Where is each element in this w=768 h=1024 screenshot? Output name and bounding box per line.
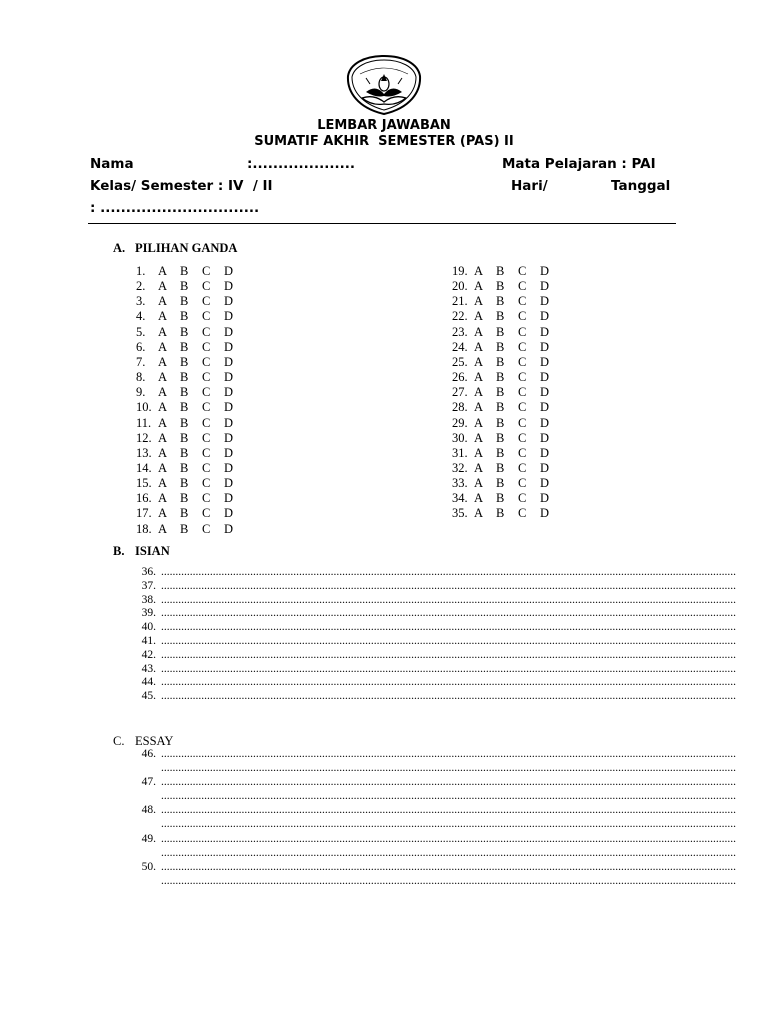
answer-option-a[interactable]: A	[158, 476, 168, 491]
answer-line[interactable]: ........................................................................................................................................................................................................	[161, 566, 736, 578]
answer-option-c[interactable]: C	[518, 264, 527, 278]
answer-option-c[interactable]: C	[202, 415, 211, 430]
question-number: 13.	[136, 445, 152, 460]
answer-option-a[interactable]: A	[474, 370, 484, 385]
answer-line[interactable]: ........................................................................................................................................................................................................	[161, 593, 736, 606]
answer-row	[136, 446, 246, 461]
question-number: 3.	[136, 294, 146, 309]
answer-option-b[interactable]: B	[180, 264, 189, 278]
answer-option-a[interactable]: A	[158, 309, 168, 324]
question-number: 6.	[136, 339, 146, 354]
answer-row	[452, 461, 562, 476]
answer-option-b[interactable]: B	[180, 491, 189, 506]
answer-line[interactable]: ........................................................................................................................................................................................................	[161, 748, 736, 760]
answer-option-c[interactable]: C	[518, 339, 527, 354]
answer-option-b[interactable]: B	[180, 476, 189, 491]
answer-option-d[interactable]: D	[224, 521, 234, 536]
answer-option-d[interactable]: D	[540, 279, 550, 294]
question-number: 10.	[136, 400, 152, 415]
answer-option-c[interactable]: C	[518, 460, 527, 475]
hari-label: Hari/	[511, 178, 548, 194]
essay-number: 46.	[141, 748, 156, 760]
question-number: 19.	[452, 264, 468, 278]
answer-line[interactable]: ........................................................................................................................................................................................................	[161, 860, 736, 873]
answer-row	[452, 340, 562, 355]
answer-line[interactable]: ........................................................................................................................................................................................................	[161, 690, 736, 703]
answer-row	[136, 506, 246, 521]
question-number: 29.	[452, 415, 468, 430]
answer-option-b[interactable]: B	[496, 415, 505, 430]
answer-option-c[interactable]: C	[202, 339, 211, 354]
answer-option-d[interactable]: D	[224, 354, 234, 369]
answer-row	[452, 264, 562, 279]
answer-option-a[interactable]: A	[474, 506, 484, 521]
answer-option-d[interactable]: D	[540, 445, 550, 460]
question-number: 33.	[452, 476, 468, 491]
answer-option-c[interactable]: C	[202, 460, 211, 475]
answer-option-a[interactable]: A	[158, 415, 168, 430]
answer-option-b[interactable]: B	[496, 476, 505, 491]
answer-option-b[interactable]: B	[496, 370, 505, 385]
answer-option-d[interactable]: D	[224, 400, 234, 415]
answer-option-b[interactable]: B	[496, 294, 505, 309]
answer-option-a[interactable]: A	[474, 491, 484, 506]
answer-option-a[interactable]: A	[474, 279, 484, 294]
answer-option-c[interactable]: C	[518, 309, 527, 324]
question-number: 14.	[136, 460, 152, 475]
answer-option-b[interactable]: B	[496, 506, 505, 521]
answer-row	[136, 309, 246, 324]
isian-number: 40.	[141, 621, 156, 634]
answer-option-b[interactable]: B	[180, 430, 189, 445]
isian-number: 39.	[141, 607, 156, 620]
answer-line[interactable]: ........................................................................................................................................................................................................	[161, 662, 736, 675]
question-number: 34.	[452, 491, 468, 506]
question-number: 24.	[452, 339, 468, 354]
answer-line[interactable]: ........................................................................................................................................................................................................	[161, 846, 736, 859]
answer-option-a[interactable]: A	[158, 506, 168, 521]
answer-row	[136, 370, 246, 385]
answer-line[interactable]: ........................................................................................................................................................................................................	[161, 579, 736, 592]
answer-option-a[interactable]: A	[474, 476, 484, 491]
question-number: 22.	[452, 309, 468, 324]
answer-option-b[interactable]: B	[180, 354, 189, 369]
answer-row	[136, 522, 246, 537]
answer-row	[452, 431, 562, 446]
question-number: 28.	[452, 400, 468, 415]
answer-option-d[interactable]: D	[224, 460, 234, 475]
question-number: 20.	[452, 279, 468, 294]
answer-option-c[interactable]: C	[518, 294, 527, 309]
answer-option-c[interactable]: C	[518, 476, 527, 491]
document-subtitle: SUMATIF AKHIR SEMESTER (PAS) II	[254, 134, 514, 149]
answer-option-a[interactable]: A	[474, 339, 484, 354]
answer-option-a[interactable]: A	[158, 264, 168, 278]
answer-option-d[interactable]: D	[224, 506, 234, 521]
answer-option-b[interactable]: B	[496, 309, 505, 324]
answer-option-b[interactable]: B	[180, 506, 189, 521]
answer-row	[136, 491, 246, 506]
answer-option-c[interactable]: C	[202, 294, 211, 309]
answer-row	[136, 294, 246, 309]
answer-option-b[interactable]: B	[180, 385, 189, 400]
question-number: 17.	[136, 506, 152, 521]
question-number: 32.	[452, 460, 468, 475]
isian-number: 38.	[141, 593, 156, 606]
question-number: 35.	[452, 506, 468, 521]
answer-row	[136, 400, 246, 415]
question-number: 4.	[136, 309, 146, 324]
question-number: 27.	[452, 385, 468, 400]
answer-option-b[interactable]: B	[180, 294, 189, 309]
answer-option-c[interactable]: C	[202, 354, 211, 369]
isian-number: 43.	[141, 662, 156, 675]
question-number: 31.	[452, 445, 468, 460]
question-number: 23.	[452, 324, 468, 339]
answer-option-b[interactable]: B	[496, 264, 505, 278]
answer-option-c[interactable]: C	[518, 491, 527, 506]
isian-number: 36.	[141, 566, 156, 578]
section-b-title: ISIAN	[135, 544, 170, 558]
question-number: 1.	[136, 264, 146, 278]
answer-row	[452, 446, 562, 461]
answer-row	[452, 325, 562, 340]
answer-option-b[interactable]: B	[180, 279, 189, 294]
answer-option-a[interactable]: A	[158, 400, 168, 415]
kelas-semester-label: Kelas/ Semester : IV / II	[90, 178, 273, 194]
tut-wuri-logo	[346, 54, 422, 116]
answer-option-b[interactable]: B	[496, 279, 505, 294]
answer-option-c[interactable]: C	[518, 445, 527, 460]
answer-option-a[interactable]: A	[158, 385, 168, 400]
essay-number: 50.	[141, 860, 156, 873]
section-b-label: B.	[113, 544, 125, 558]
answer-option-c[interactable]: C	[202, 324, 211, 339]
answer-option-c[interactable]: C	[518, 415, 527, 430]
answer-option-d[interactable]: D	[224, 339, 234, 354]
answer-line[interactable]: ........................................................................................................................................................................................................	[161, 804, 736, 817]
answer-line[interactable]: ........................................................................................................................................................................................................	[161, 790, 736, 803]
answer-option-c[interactable]: C	[518, 430, 527, 445]
answer-option-d[interactable]: D	[540, 294, 550, 309]
answer-option-b[interactable]: B	[180, 400, 189, 415]
answer-option-c[interactable]: C	[202, 506, 211, 521]
question-number: 12.	[136, 430, 152, 445]
answer-option-b[interactable]: B	[496, 354, 505, 369]
answer-option-b[interactable]: B	[180, 339, 189, 354]
answer-option-c[interactable]: C	[202, 309, 211, 324]
question-number: 5.	[136, 324, 146, 339]
question-number: 9.	[136, 385, 146, 400]
answer-option-a[interactable]: A	[474, 400, 484, 415]
answer-option-d[interactable]: D	[540, 339, 550, 354]
answer-row	[136, 355, 246, 370]
answer-option-a[interactable]: A	[158, 370, 168, 385]
answer-row	[452, 476, 562, 491]
answer-option-a[interactable]: A	[474, 309, 484, 324]
isian-number: 41.	[141, 635, 156, 647]
document-title: LEMBAR JAWABAN	[317, 118, 451, 133]
answer-option-c[interactable]: C	[518, 370, 527, 385]
answer-option-d[interactable]: D	[224, 279, 234, 294]
answer-option-b[interactable]: B	[180, 521, 189, 536]
answer-line[interactable]: ........................................................................................................................................................................................................	[161, 874, 736, 887]
answer-row	[452, 400, 562, 415]
answer-option-d[interactable]: D	[540, 354, 550, 369]
answer-option-a[interactable]: A	[474, 415, 484, 430]
answer-option-a[interactable]: A	[474, 445, 484, 460]
answer-option-b[interactable]: B	[496, 400, 505, 415]
answer-option-a[interactable]: A	[158, 445, 168, 460]
answer-row	[452, 506, 562, 521]
isian-number: 42.	[141, 648, 156, 661]
answer-line[interactable]: ........................................................................................................................................................................................................	[161, 762, 736, 774]
answer-option-a[interactable]: A	[474, 264, 484, 278]
answer-row	[452, 385, 562, 400]
question-number: 2.	[136, 279, 146, 294]
answer-row	[452, 416, 562, 431]
nama-field[interactable]: :....................	[247, 156, 355, 172]
answer-row	[136, 340, 246, 355]
isian-number: 45.	[141, 690, 156, 703]
answer-option-d[interactable]: D	[224, 476, 234, 491]
answer-row	[136, 279, 246, 294]
answer-option-c[interactable]: C	[518, 385, 527, 400]
answer-option-d[interactable]: D	[540, 385, 550, 400]
question-number: 18.	[136, 521, 152, 536]
isian-number: 44.	[141, 676, 156, 689]
answer-row	[452, 370, 562, 385]
isian-number: 37.	[141, 579, 156, 592]
answer-option-c[interactable]: C	[202, 521, 211, 536]
answer-option-b[interactable]: B	[496, 430, 505, 445]
answer-option-d[interactable]: D	[224, 294, 234, 309]
section-a-label: A.	[113, 241, 126, 255]
answer-row	[452, 294, 562, 309]
tanggal-field[interactable]: : ...............................	[90, 200, 260, 216]
question-number: 26.	[452, 370, 468, 385]
answer-option-c[interactable]: C	[202, 445, 211, 460]
question-number: 25.	[452, 354, 468, 369]
answer-option-d[interactable]: D	[224, 491, 234, 506]
header-divider	[88, 223, 676, 224]
answer-option-d[interactable]: D	[540, 460, 550, 475]
answer-option-a[interactable]: A	[158, 430, 168, 445]
answer-option-d[interactable]: D	[540, 370, 550, 385]
answer-option-a[interactable]: A	[158, 491, 168, 506]
answer-option-a[interactable]: A	[158, 279, 168, 294]
answer-line[interactable]: ........................................................................................................................................................................................................	[161, 648, 736, 661]
answer-option-b[interactable]: B	[496, 385, 505, 400]
answer-option-a[interactable]: A	[474, 324, 484, 339]
section-c-title: ESSAY	[135, 734, 174, 748]
answer-option-a[interactable]: A	[158, 339, 168, 354]
answer-line[interactable]: ........................................................................................................................................................................................................	[161, 635, 736, 647]
answer-option-b[interactable]: B	[180, 324, 189, 339]
question-number: 7.	[136, 354, 146, 369]
question-number: 15.	[136, 476, 152, 491]
answer-option-b[interactable]: B	[180, 370, 189, 385]
answer-option-d[interactable]: D	[224, 415, 234, 430]
answer-option-a[interactable]: A	[474, 294, 484, 309]
answer-option-c[interactable]: C	[518, 324, 527, 339]
question-number: 11.	[136, 415, 152, 430]
question-number: 21.	[452, 294, 468, 309]
answer-option-c[interactable]: C	[202, 430, 211, 445]
tanggal-label: Tanggal	[611, 178, 671, 194]
answer-option-a[interactable]: A	[158, 460, 168, 475]
question-number: 8.	[136, 370, 146, 385]
section-a-title: PILIHAN GANDA	[135, 241, 238, 255]
answer-option-d[interactable]: D	[224, 370, 234, 385]
answer-option-c[interactable]: C	[202, 400, 211, 415]
answer-option-d[interactable]: D	[540, 309, 550, 324]
answer-option-c[interactable]: C	[202, 476, 211, 491]
answer-line[interactable]: ........................................................................................................................................................................................................	[161, 818, 736, 831]
question-number: 16.	[136, 491, 152, 506]
answer-option-d[interactable]: D	[540, 324, 550, 339]
answer-option-d[interactable]: D	[224, 430, 234, 445]
answer-row	[136, 416, 246, 431]
answer-option-b[interactable]: B	[180, 415, 189, 430]
answer-option-d[interactable]: D	[540, 476, 550, 491]
answer-option-a[interactable]: A	[158, 324, 168, 339]
essay-number: 47.	[141, 776, 156, 789]
answer-option-b[interactable]: B	[496, 339, 505, 354]
mata-pelajaran-label: Mata Pelajaran : PAI	[502, 156, 656, 172]
answer-option-d[interactable]: D	[540, 415, 550, 430]
answer-line[interactable]: ........................................................................................................................................................................................................	[161, 621, 736, 634]
answer-option-a[interactable]: A	[474, 430, 484, 445]
answer-option-d[interactable]: D	[224, 324, 234, 339]
answer-row	[452, 491, 562, 506]
answer-option-a[interactable]: A	[158, 354, 168, 369]
answer-option-d[interactable]: D	[540, 264, 550, 278]
answer-option-d[interactable]: D	[224, 309, 234, 324]
answer-option-c[interactable]: C	[518, 279, 527, 294]
answer-option-b[interactable]: B	[496, 445, 505, 460]
answer-row	[136, 476, 246, 491]
answer-option-d[interactable]: D	[540, 491, 550, 506]
answer-option-c[interactable]: C	[518, 354, 527, 369]
answer-row	[136, 385, 246, 400]
answer-option-c[interactable]: C	[202, 491, 211, 506]
answer-row	[452, 355, 562, 370]
nama-label: Nama	[90, 156, 134, 172]
answer-line[interactable]: ........................................................................................................................................................................................................	[161, 832, 736, 845]
section-c-label: C.	[113, 734, 125, 748]
answer-option-c[interactable]: C	[202, 370, 211, 385]
answer-option-d[interactable]: D	[540, 430, 550, 445]
answer-row	[136, 461, 246, 476]
answer-option-d[interactable]: D	[224, 264, 234, 278]
essay-number: 49.	[141, 832, 156, 845]
answer-option-b[interactable]: B	[496, 491, 505, 506]
answer-option-b[interactable]: B	[180, 445, 189, 460]
answer-option-d[interactable]: D	[224, 385, 234, 400]
answer-option-c[interactable]: C	[202, 264, 211, 278]
answer-line[interactable]: ........................................................................................................................................................................................................	[161, 676, 736, 689]
answer-option-c[interactable]: C	[518, 400, 527, 415]
answer-row	[452, 279, 562, 294]
answer-row	[452, 309, 562, 324]
answer-row	[136, 325, 246, 340]
answer-option-d[interactable]: D	[224, 445, 234, 460]
answer-row	[136, 264, 246, 279]
answer-row	[136, 431, 246, 446]
answer-option-a[interactable]: A	[158, 294, 168, 309]
answer-line[interactable]: ........................................................................................................................................................................................................	[161, 776, 736, 789]
answer-option-c[interactable]: C	[518, 506, 527, 521]
answer-option-c[interactable]: C	[202, 279, 211, 294]
answer-option-c[interactable]: C	[202, 385, 211, 400]
essay-number: 48.	[141, 804, 156, 817]
answer-line[interactable]: ........................................................................................................................................................................................................	[161, 607, 736, 620]
answer-option-a[interactable]: A	[158, 521, 168, 536]
answer-option-a[interactable]: A	[474, 385, 484, 400]
answer-option-d[interactable]: D	[540, 506, 550, 521]
answer-option-b[interactable]: B	[180, 460, 189, 475]
answer-option-a[interactable]: A	[474, 354, 484, 369]
answer-option-d[interactable]: D	[540, 400, 550, 415]
answer-option-a[interactable]: A	[474, 460, 484, 475]
answer-option-b[interactable]: B	[496, 324, 505, 339]
answer-option-b[interactable]: B	[180, 309, 189, 324]
answer-option-b[interactable]: B	[496, 460, 505, 475]
question-number: 30.	[452, 430, 468, 445]
